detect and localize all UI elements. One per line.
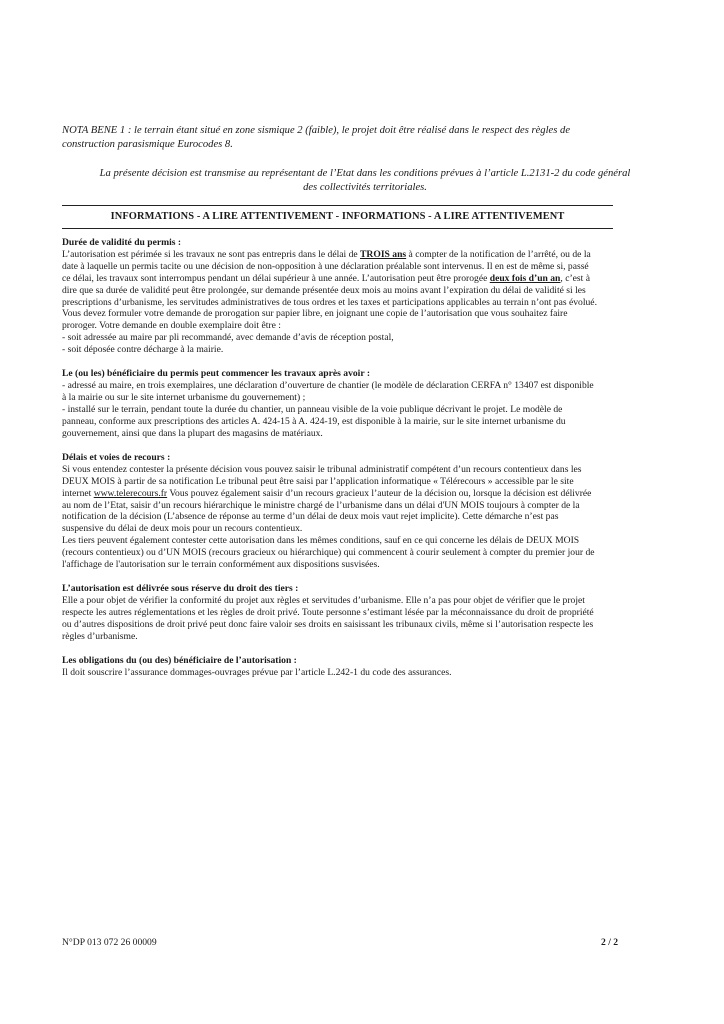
nota-bene-line: NOTA BENE 1 : le terrain étant situé en zone sismique 2 (faible), le projet doit être réalisé dans le respect des règles de <box>62 125 571 136</box>
paragraph-line: DEUX MOIS à partir de sa notification Le tribunal peut être saisi par l’application informatique « Télérecours » accessible par le site <box>62 475 574 487</box>
dossier-reference: N°DP 013 072 26 00009 <box>62 937 157 948</box>
section-commencer-travaux <box>62 368 668 439</box>
section-validite <box>62 237 668 356</box>
text-span: Vous pouvez également saisir d’un recours gracieux l’auteur de la décision ou, lorsque la décision est délivrée <box>167 487 592 499</box>
paragraph-line: au nom de l’Etat, saisir d’un recours hiérarchique le ministre chargé de l’urbanisme dans un délai d'UN MOIS toujours à compter de la <box>62 499 580 511</box>
paragraph-line: ou d’autres dispositions de droit privé peut donc faire valoir ses droits en saisissant les tribunaux civils, même si l’autorisation respecte les <box>62 618 594 630</box>
nota-bene-line: construction parasismique Eurocodes 8. <box>62 139 233 150</box>
paragraph-line: respecte les autres réglementations et les règles de droit privé. Toute personne s’estimant lésée par la méconnaissance du droit de propriété <box>62 606 594 618</box>
text-span: L’autorisation est périmée si les travaux ne sont pas entrepris dans le délai de <box>62 248 361 260</box>
telerecours-link[interactable]: www.telerecours.fr <box>93 487 168 499</box>
section-obligations <box>62 655 668 679</box>
section-heading: Durée de validité du permis : <box>62 237 182 248</box>
section-recours <box>62 452 668 571</box>
paragraph-line: à la mairie ou sur le site internet urbanisme du gouvernement) ; <box>62 392 306 404</box>
paragraph-line: panneau, conforme aux prescriptions des articles A. 424-15 à A. 424-19, est disponible à la mairie, sur le site internet urbanisme du <box>62 415 566 427</box>
paragraph-line: - adressé au maire, en trois exemplaires, une déclaration d’ouverture de chantier (le modèle de déclaration CERFA n° 13407 est disponible <box>62 380 594 392</box>
paragraph-line: - soit déposée contre décharge à la mairie. <box>62 344 224 356</box>
paragraph-line: Les tiers peuvent également contester cette autorisation dans les mêmes conditions, sauf en ce qui concerne les délais de DEUX MOIS <box>62 535 580 547</box>
emphasis-extension: deux fois d’un an <box>489 272 561 284</box>
text-span: ce délai, les travaux sont interrompus pendant un délai supérieur à une année. L’autorisation peut être prorogée <box>62 272 490 284</box>
paragraph-line: suspensive du délai de deux mois pour un recours contentieux. <box>62 523 303 535</box>
paragraph-line: l'affichage de l'autorisation sur le terrain conformément aux dispositions susvisées. <box>62 559 380 571</box>
text-span: à compter de la notification de l’arrêté, ou de la <box>406 248 591 260</box>
paragraph-line: - installé sur le terrain, pendant toute la durée du chantier, un panneau visible de la voie publique décrivant le projet. Le modèle de <box>62 403 563 415</box>
paragraph-line <box>62 273 668 285</box>
paragraph-line: gouvernement, ainsi que dans la plupart des magasins de matériaux. <box>62 427 323 439</box>
paragraph-line: Elle a pour objet de vérifier la conformité du projet aux règles et servitudes d’urbanisme. Elle n’a pas pour objet de vérifier que le projet <box>62 595 585 607</box>
section-heading: Le (ou les) bénéficiaire du permis peut commencer les travaux après avoir : <box>62 368 371 380</box>
paragraph-line: date à laquelle un permis tacite ou une décision de non-opposition à une déclaration préalable sont intervenus. Il en est de même si, passé <box>62 260 589 272</box>
transmission-line: des collectivités territoriales. <box>303 182 427 193</box>
transmission-line: La présente décision est transmise au représentant de l’Etat dans les conditions prévues à l’article L.2131-2 du code général <box>99 168 631 179</box>
text-span: , c’est à <box>560 272 590 284</box>
transmission-notice <box>62 167 668 195</box>
banner-top-rule <box>62 205 613 206</box>
section-heading: L’autorisation est délivrée sous réserve du droit des tiers : <box>62 583 299 595</box>
paragraph-line: - soit adressée au maire par pli recommandé, avec demande d’avis de réception postal, <box>62 332 394 344</box>
paragraph-line: (recours contentieux) ou d’UN MOIS (recours gracieux ou hiérarchique) qui commencent à courir seulement à compter du premier jour de <box>62 547 595 559</box>
paragraph-line: Il doit souscrire l’assurance dommages-ouvrages prévue par l’article L.242-1 du code des assurances. <box>62 666 452 678</box>
section-droit-des-tiers <box>62 583 668 643</box>
nota-bene <box>62 124 668 152</box>
page-number: 2 / 2 <box>601 937 619 948</box>
paragraph-line: règles d’urbanisme. <box>62 630 138 642</box>
paragraph-line: prescriptions d’urbanisme, les servitudes administratives de tous ordres et les taxes et participations applicables au terrain n’ont pas évolué. <box>62 296 597 308</box>
banner-bottom-rule <box>62 228 613 229</box>
section-heading: Les obligations du (ou des) bénéficiaire de l’autorisation : <box>62 654 297 666</box>
information-banner: INFORMATIONS - A LIRE ATTENTIVEMENT - INFORMATIONS - A LIRE ATTENTIVEMENT <box>110 211 565 222</box>
paragraph-line: Vous devez formuler votre demande de prorogation sur papier libre, en joignant une copie de l’autorisation que vous souhaitez faire <box>62 308 568 320</box>
text-span: internet <box>62 487 94 499</box>
information-body <box>62 237 668 691</box>
paragraph-line: Si vous entendez contester la présente décision vous pouvez saisir le tribunal administratif compétent d’un recours contentieux dans les <box>62 463 582 475</box>
paragraph-line <box>62 488 668 500</box>
emphasis-duration: TROIS ans <box>360 248 407 260</box>
section-heading: Délais et voies de recours : <box>62 451 171 463</box>
paragraph-line: proroger. Votre demande en double exemplaire doit être : <box>62 320 281 332</box>
paragraph-line: notification de la décision (L’absence de réponse au terme d’un délai de deux mois vaut rejet implicite). Cette démarche n’est pas <box>62 511 559 523</box>
paragraph-line: dire que sa durée de validité peut être prolongée, sur demande présentée deux mois au moins avant l’expiration du délai de validité si les <box>62 284 586 296</box>
paragraph-line <box>62 249 668 261</box>
